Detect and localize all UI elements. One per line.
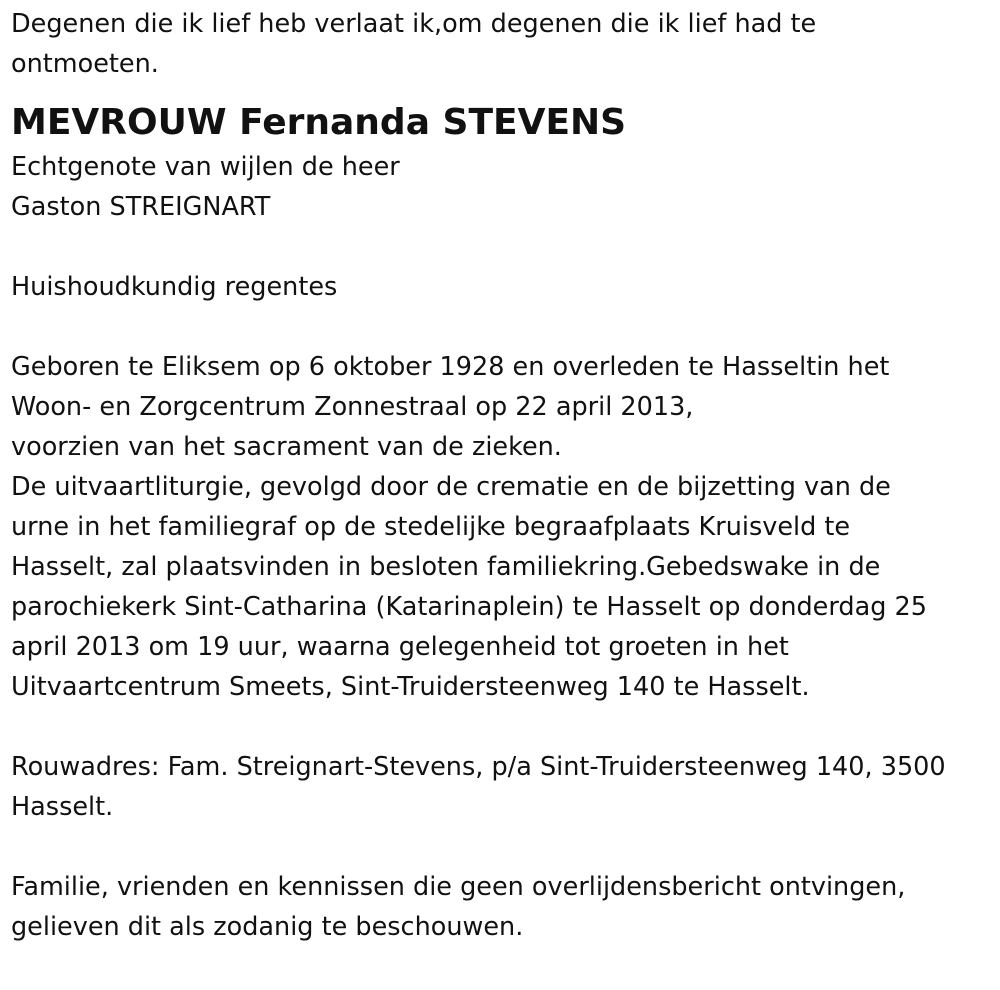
motto-line: ontmoeten. xyxy=(11,49,159,79)
spouse-line: Gaston STREIGNART xyxy=(11,192,271,222)
announcement-line: parochiekerk Sint-Catharina (Katarinaplein) te Hasselt op donderdag 25 xyxy=(11,592,927,622)
announcement-line: Woon- en Zorgcentrum Zonnestraal op 22 april 2013, xyxy=(11,392,694,422)
spacer xyxy=(11,827,996,867)
spacer xyxy=(11,707,996,747)
spouse-info xyxy=(11,147,996,227)
announcement-line: voorzien van het sacrament van de zieken. xyxy=(11,432,562,462)
announcement-line: Uitvaartcentrum Smeets, Sint-Truidersteenweg 140 te Hasselt. xyxy=(11,672,810,702)
announcement-line: Geboren te Eliksem op 6 oktober 1928 en overleden te Hasseltin het xyxy=(11,352,890,382)
address-line: Rouwadres: Fam. Streignart-Stevens, p/a Sint-Truidersteenweg 140, 3500 xyxy=(11,752,946,782)
address-line: Hasselt. xyxy=(11,792,114,822)
mourning-address xyxy=(11,747,996,827)
profession: Huishoudkundig regentes xyxy=(11,272,338,302)
closing-line: gelieven dit als zodanig te beschouwen. xyxy=(11,912,524,942)
spacer xyxy=(11,307,996,347)
spacer xyxy=(11,227,996,267)
announcement-line: Hasselt, zal plaatsvinden in besloten familiekring.Gebedswake in de xyxy=(11,552,881,582)
closing-line: Familie, vrienden en kennissen die geen overlijdensbericht ontvingen, xyxy=(11,872,906,902)
announcement-text xyxy=(11,347,996,707)
motto-line: Degenen die ik lief heb verlaat ik,om degenen die ik lief had te xyxy=(11,9,817,39)
obituary-notice xyxy=(11,4,996,947)
announcement-line: urne in het familiegraf op de stedelijke begraafplaats Kruisveld te xyxy=(11,512,851,542)
motto xyxy=(11,4,996,84)
closing-note xyxy=(11,867,996,947)
spouse-line: Echtgenote van wijlen de heer xyxy=(11,152,400,182)
announcement-line: april 2013 om 19 uur, waarna gelegenheid tot groeten in het xyxy=(11,632,789,662)
announcement-line: De uitvaartliturgie, gevolgd door de crematie en de bijzetting van de xyxy=(11,472,891,502)
deceased-name: MEVROUW Fernanda STEVENS xyxy=(11,102,627,143)
